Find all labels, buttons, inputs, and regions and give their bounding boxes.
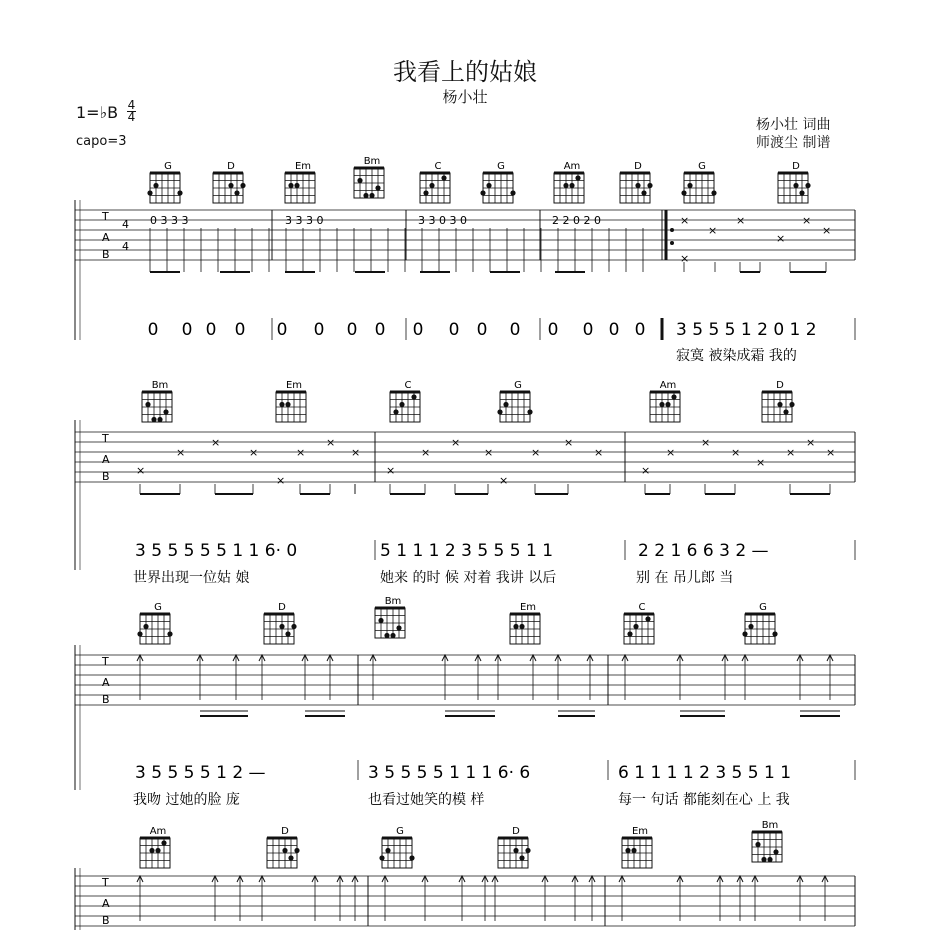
chord-name: D bbox=[776, 380, 784, 391]
chord-dot bbox=[761, 857, 766, 862]
credit-tab: 师渡尘 制谱 bbox=[756, 135, 831, 151]
chord-dot bbox=[480, 190, 485, 195]
numbered-note: 0 bbox=[205, 320, 217, 340]
chord-name: G bbox=[698, 161, 706, 172]
chord-dot bbox=[143, 624, 148, 629]
lyric-line: 她来 的时 候 对着 我讲 以后 bbox=[380, 570, 557, 586]
chord-dot bbox=[633, 624, 638, 629]
chord-dot bbox=[513, 848, 518, 853]
numbered-note: 3 5 5 5 1 2 0 1 2 bbox=[676, 320, 817, 340]
chord-dot bbox=[294, 183, 299, 188]
chord-dot bbox=[279, 624, 284, 629]
chord-dot bbox=[742, 631, 747, 636]
chord-dot bbox=[625, 848, 630, 853]
strum-x: × bbox=[211, 436, 221, 449]
strum-x: × bbox=[826, 446, 836, 459]
lyric-line: 也看过她笑的模 样 bbox=[368, 792, 485, 808]
chord-dot bbox=[627, 631, 632, 636]
chord-dot bbox=[409, 855, 414, 860]
strum-x: × bbox=[594, 446, 604, 459]
chord-dot bbox=[665, 402, 670, 407]
strum-x: × bbox=[136, 464, 146, 477]
chord-dot bbox=[793, 183, 798, 188]
numbered-note: 0 bbox=[374, 320, 386, 340]
chord-dot bbox=[527, 409, 532, 414]
chord-dot bbox=[153, 183, 158, 188]
strum-x: × bbox=[736, 214, 746, 227]
chord-dot bbox=[773, 849, 778, 854]
chord-name: G bbox=[396, 826, 404, 837]
numbered-note: 3 5 5 5 5 1 1 1 6· 6 bbox=[368, 763, 531, 783]
chord-dot bbox=[151, 417, 156, 422]
tab-letter: A bbox=[102, 676, 110, 689]
numbered-note: 0 bbox=[634, 320, 646, 340]
chord-dot bbox=[393, 409, 398, 414]
chord-dot bbox=[510, 190, 515, 195]
chord-dot bbox=[423, 190, 428, 195]
chord-name: D bbox=[634, 161, 642, 172]
chord-dot bbox=[711, 190, 716, 195]
chord-dot bbox=[167, 631, 172, 636]
chord-dot bbox=[513, 624, 518, 629]
time-signature-top: 4 bbox=[127, 98, 136, 112]
lyric-line: 别 在 吊儿郎 当 bbox=[636, 570, 734, 586]
strum-x: × bbox=[249, 446, 259, 459]
fret-number: 0 3 3 3 bbox=[150, 214, 189, 227]
chord-dot bbox=[288, 183, 293, 188]
numbered-note: 0 bbox=[147, 320, 159, 340]
chord-dot bbox=[369, 193, 374, 198]
chord-dot bbox=[681, 190, 686, 195]
chord-dot bbox=[777, 402, 782, 407]
tab-letter: B bbox=[102, 914, 110, 927]
chord-dot bbox=[486, 183, 491, 188]
strum-x: × bbox=[822, 224, 832, 237]
chord-dot bbox=[441, 175, 446, 180]
chord-name: Bm bbox=[363, 156, 381, 167]
chord-dot bbox=[767, 857, 772, 862]
chord-dot bbox=[228, 183, 233, 188]
numbered-note: 0 bbox=[412, 320, 424, 340]
chord-dot bbox=[279, 402, 284, 407]
chord-name: D bbox=[278, 602, 286, 613]
time-top: 4 bbox=[122, 218, 129, 231]
chord-dot bbox=[161, 840, 166, 845]
numbered-note: 2 2 1 6 6 3 2 — bbox=[638, 541, 769, 561]
chord-dot bbox=[631, 848, 636, 853]
chord-dot bbox=[519, 855, 524, 860]
strum-x: × bbox=[666, 446, 676, 459]
strum-x: × bbox=[806, 436, 816, 449]
numbered-note: 6 1 1 1 1 2 3 5 5 1 1 bbox=[618, 763, 792, 783]
tab-letter: B bbox=[102, 470, 110, 483]
chord-name: D bbox=[227, 161, 235, 172]
chord-dot bbox=[157, 417, 162, 422]
lyric-line: 我吻 过她的脸 庞 bbox=[133, 792, 240, 808]
chord-name: Am bbox=[563, 161, 581, 172]
tab-letter: A bbox=[102, 231, 110, 244]
numbered-note: 0 bbox=[234, 320, 246, 340]
chord-dot bbox=[285, 631, 290, 636]
chord-dot bbox=[385, 848, 390, 853]
chord-dot bbox=[647, 183, 652, 188]
time-signature-bottom: 4 bbox=[127, 110, 136, 124]
chord-dot bbox=[145, 402, 150, 407]
numbered-note: 0 bbox=[608, 320, 620, 340]
strum-x: × bbox=[708, 224, 718, 237]
repeat-dot bbox=[670, 228, 674, 232]
chord-dot bbox=[234, 190, 239, 195]
chord-dot bbox=[149, 848, 154, 853]
strum-x: × bbox=[421, 446, 431, 459]
key-signature: 1=♭B bbox=[76, 103, 119, 122]
chord-dot bbox=[163, 409, 168, 414]
numbered-note: 0 bbox=[276, 320, 288, 340]
chord-dot bbox=[399, 402, 404, 407]
tab-letter: T bbox=[102, 210, 109, 223]
tab-letter: B bbox=[102, 248, 110, 261]
credit-lyrics: 杨小壮 词曲 bbox=[756, 117, 831, 133]
tab-letter: B bbox=[102, 693, 110, 706]
chord-name: Bm bbox=[151, 380, 169, 391]
chord-name: Em bbox=[519, 602, 537, 613]
strum-x: × bbox=[641, 464, 651, 477]
fret-number: 3 3 3 0 bbox=[285, 214, 324, 227]
chord-dot bbox=[525, 848, 530, 853]
chord-name: D bbox=[281, 826, 289, 837]
chord-dot bbox=[772, 631, 777, 636]
chord-name: G bbox=[164, 161, 172, 172]
tab-letter: T bbox=[102, 432, 109, 445]
chord-dot bbox=[503, 402, 508, 407]
chord-name: Em bbox=[294, 161, 312, 172]
chord-dot bbox=[375, 185, 380, 190]
chord-dot bbox=[659, 402, 664, 407]
chord-name: G bbox=[759, 602, 767, 613]
chord-dot bbox=[363, 193, 368, 198]
strum-x: × bbox=[786, 446, 796, 459]
numbered-note: 0 bbox=[547, 320, 559, 340]
strum-x: × bbox=[564, 436, 574, 449]
strum-x: × bbox=[176, 446, 186, 459]
chord-name: C bbox=[638, 602, 646, 613]
chord-name: Bm bbox=[761, 820, 779, 831]
chord-dot bbox=[390, 633, 395, 638]
strum-x: × bbox=[484, 446, 494, 459]
chord-dot bbox=[641, 190, 646, 195]
strum-x: × bbox=[680, 214, 690, 227]
time-bottom: 4 bbox=[122, 240, 129, 253]
strum-x: × bbox=[276, 474, 286, 487]
chord-name: Am bbox=[659, 380, 677, 391]
chord-name: Em bbox=[285, 380, 303, 391]
numbered-note: 0 bbox=[476, 320, 488, 340]
chord-dot bbox=[748, 624, 753, 629]
capo-label: capo=3 bbox=[76, 134, 127, 149]
chord-dot bbox=[575, 175, 580, 180]
tab-letter: A bbox=[102, 897, 110, 910]
fret-number: 3 3 0 3 0 bbox=[418, 214, 467, 227]
tab-letter: T bbox=[102, 655, 109, 668]
numbered-note: 3 5 5 5 5 5 1 1 6· 0 bbox=[135, 541, 298, 561]
chord-dot bbox=[294, 848, 299, 853]
chord-name: Am bbox=[149, 826, 167, 837]
strum-x: × bbox=[499, 474, 509, 487]
strum-x: × bbox=[802, 214, 812, 227]
numbered-note: 3 5 5 5 5 1 2 — bbox=[135, 763, 266, 783]
tab-letter: T bbox=[102, 876, 109, 889]
strum-x: × bbox=[680, 252, 690, 265]
strum-x: × bbox=[776, 232, 786, 245]
lyric-line: 寂寞 被染成霜 我的 bbox=[676, 348, 797, 364]
chord-dot bbox=[569, 183, 574, 188]
chord-dot bbox=[645, 616, 650, 621]
chord-name: D bbox=[512, 826, 520, 837]
numbered-note: 0 bbox=[181, 320, 193, 340]
chord-dot bbox=[429, 183, 434, 188]
song-title: 我看上的姑娘 bbox=[393, 58, 537, 86]
chord-dot bbox=[519, 624, 524, 629]
chord-dot bbox=[805, 183, 810, 188]
chord-name: G bbox=[497, 161, 505, 172]
chord-dot bbox=[240, 183, 245, 188]
chord-dot bbox=[799, 190, 804, 195]
chord-dot bbox=[147, 190, 152, 195]
lyric-line: 世界出现一位姑 娘 bbox=[133, 570, 250, 586]
strum-x: × bbox=[326, 436, 336, 449]
chord-dot bbox=[155, 848, 160, 853]
chord-dot bbox=[285, 402, 290, 407]
chord-name: D bbox=[792, 161, 800, 172]
chord-name: Bm bbox=[384, 596, 402, 607]
chord-dot bbox=[783, 409, 788, 414]
lyric-line: 每一 句话 都能刻在心 上 我 bbox=[618, 792, 790, 808]
numbered-note: 0 bbox=[509, 320, 521, 340]
chord-name: C bbox=[404, 380, 412, 391]
strum-x: × bbox=[386, 464, 396, 477]
numbered-note: 5 1 1 1 2 3 5 5 5 1 1 bbox=[380, 541, 554, 561]
strum-x: × bbox=[701, 436, 711, 449]
repeat-dot bbox=[670, 241, 674, 245]
chord-name: G bbox=[154, 602, 162, 613]
strum-x: × bbox=[351, 446, 361, 459]
chord-dot bbox=[497, 409, 502, 414]
chord-dot bbox=[671, 394, 676, 399]
fret-number: 2 2 0 2 0 bbox=[552, 214, 601, 227]
numbered-note: 0 bbox=[582, 320, 594, 340]
strum-x: × bbox=[731, 446, 741, 459]
chord-dot bbox=[282, 848, 287, 853]
chord-dot bbox=[635, 183, 640, 188]
chord-dot bbox=[378, 618, 383, 623]
strum-x: × bbox=[296, 446, 306, 459]
strum-x: × bbox=[451, 436, 461, 449]
chord-name: G bbox=[514, 380, 522, 391]
chord-dot bbox=[177, 190, 182, 195]
chord-dot bbox=[687, 183, 692, 188]
chord-dot bbox=[563, 183, 568, 188]
chord-dot bbox=[288, 855, 293, 860]
chord-dot bbox=[755, 842, 760, 847]
song-artist: 杨小壮 bbox=[442, 88, 488, 106]
numbered-note: 0 bbox=[346, 320, 358, 340]
chord-dot bbox=[789, 402, 794, 407]
chord-dot bbox=[379, 855, 384, 860]
chord-dot bbox=[396, 625, 401, 630]
chord-name: Em bbox=[631, 826, 649, 837]
chord-dot bbox=[291, 624, 296, 629]
chord-dot bbox=[384, 633, 389, 638]
chord-dot bbox=[357, 178, 362, 183]
tab-letter: A bbox=[102, 453, 110, 466]
chord-dot bbox=[137, 631, 142, 636]
strum-x: × bbox=[531, 446, 541, 459]
numbered-note: 0 bbox=[313, 320, 325, 340]
numbered-note: 0 bbox=[448, 320, 460, 340]
chord-dot bbox=[411, 394, 416, 399]
strum-x: × bbox=[756, 456, 766, 469]
chord-name: C bbox=[434, 161, 442, 172]
